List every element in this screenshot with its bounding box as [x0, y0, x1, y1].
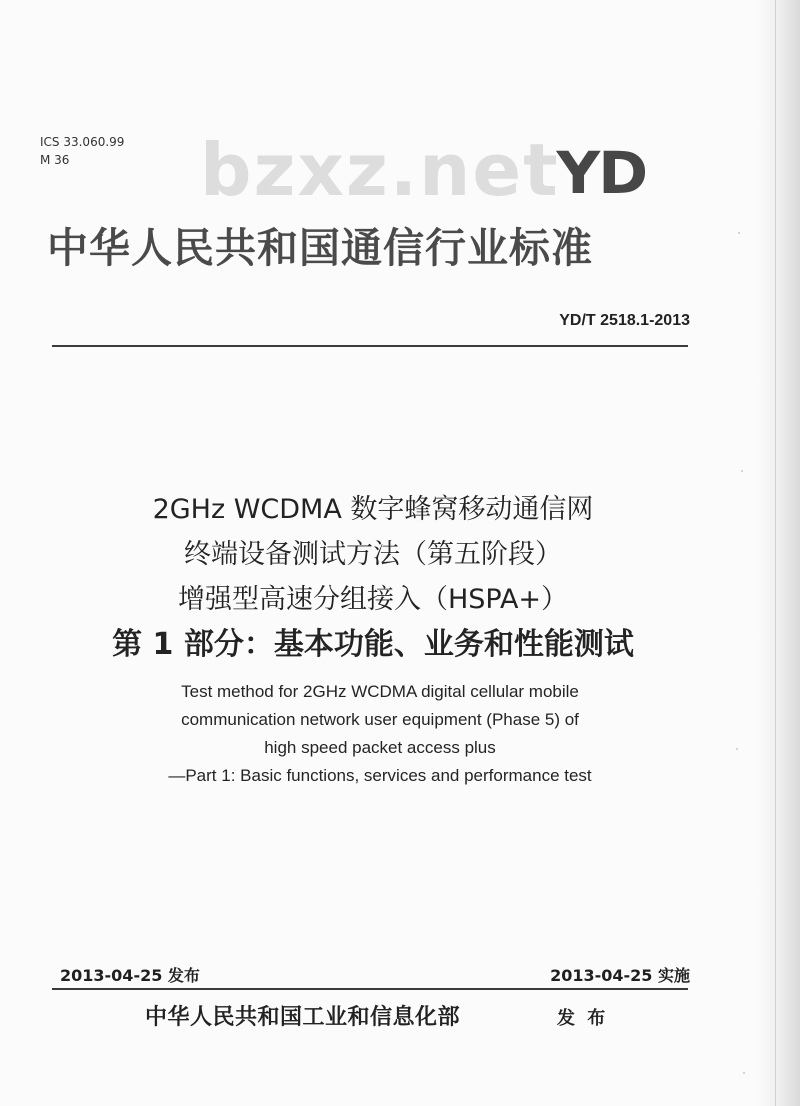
scan-speck	[743, 1072, 745, 1074]
issuer-tag: 发 布	[557, 1008, 609, 1029]
issuer-name: 中华人民共和国工业和信息化部	[145, 1005, 461, 1030]
chinese-title-line-2: 终端设备测试方法（第五阶段）	[184, 539, 562, 570]
english-title-line-2: communication network user equipment (Phase 5) of	[181, 710, 579, 729]
watermark: bzxz.net	[200, 128, 560, 212]
chinese-title-line-1: 2GHz WCDMA 数字蜂窝移动通信网	[152, 494, 594, 525]
english-title-line-4: —Part 1: Basic functions, services and performance test	[168, 766, 592, 785]
footer-rule	[52, 988, 688, 990]
organization-title: 中华人民共和国通信行业标准	[47, 224, 593, 272]
chinese-title-line-3: 增强型高速分组接入（HSPA+）	[177, 584, 569, 615]
yd-logo: YD	[556, 139, 646, 207]
english-title	[80, 678, 680, 790]
scan-speck	[738, 232, 740, 234]
chinese-title	[48, 487, 698, 667]
page-edge	[775, 0, 776, 1106]
classification-block	[40, 133, 124, 169]
chinese-title-line-4: 第 1 部分：基本功能、业务和性能测试	[112, 627, 634, 662]
english-title-line-3: high speed packet access plus	[264, 738, 496, 757]
classification-code: M 36	[40, 153, 70, 167]
ics-code: ICS 33.060.99	[40, 135, 125, 149]
scan-shadow	[758, 0, 800, 1106]
release-date: 2013-04-25 发布	[60, 966, 200, 985]
english-title-line-1: Test method for 2GHz WCDMA digital cellular mobile	[181, 682, 579, 701]
scan-speck	[736, 748, 738, 750]
standard-number: YD/T 2518.1-2013	[559, 312, 690, 329]
implementation-date: 2013-04-25 实施	[550, 966, 690, 985]
header-rule	[52, 345, 688, 347]
scan-speck	[741, 470, 743, 472]
